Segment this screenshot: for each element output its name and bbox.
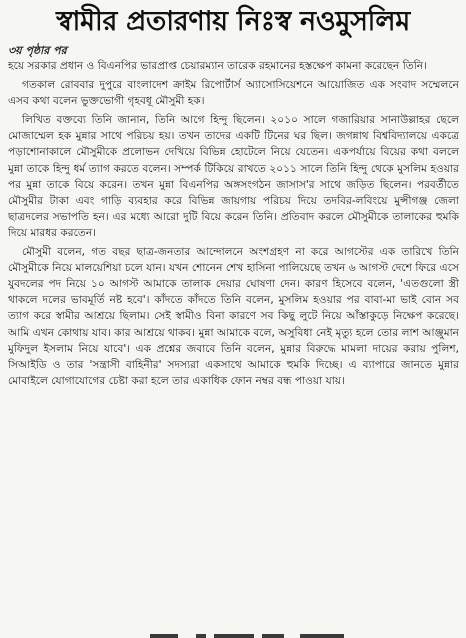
article-paragraph: গতকাল রোববার দুপুরে বাংলাদেশ ক্রাইম রিপোর্টার্স অ্যাসোসিয়েশনে আয়োজিত এক সংবাদ সম্মেলনে এসব কথা বলেন ভুক্তভোগী গৃহবধূ মৌসুমী হক। <box>8 79 459 108</box>
continued-from-label: ৩য় পৃষ্ঠার পর <box>8 44 67 57</box>
article-paragraph: হয়ে সরকার প্রধান ও বিএনপির ভারপ্রাপ্ত চেয়ারম্যান তারেক রহমানের হস্তক্ষেপ কামনা করেছেন তিনি। <box>8 60 427 72</box>
article-paragraph: মৌসুমী বলেন, গত বছর ছাত্র-জনতার আন্দোলনে অংশগ্রহণ না করে আগস্টের এক তারিখে তিনি মৌসুমীকে নিয়ে মালয়েশিয়া চলে যান। যখন শোনেন শেখ হাসিনা পালিয়েছে তখন ৬ আগস্ট দেশে ফিরে এসে যুবদলের পদ নিয়ে ১০ আগস্ট আমাকে তালাক দেয়ার ঘোষণা দেন। কারণ হিসেবে বলেন, 'এতগুলো স্ত্রী থাকলে দলের ভাবমূর্তি নষ্ট হবে'। কাঁদতে কাঁদতে তিনি বলেন, মুসলিম হওয়ার পর বাবা-মা ভাই বোন সব ত্যাগ করে স্বামীর আশ্রয়ে ছিলাম। সেই স্বামীও বিনা কারণে সব কিছু লুটে নিয়ে আঁস্তাকুড়ে নিক্ষেপ করেছে। আমি এখন কোথায় যাব। কার আশ্রয়ে থাকব। মুন্না আমাকে বলে, অসুবিধা নেই মৃত্যু হলে তোর লাশ আঞ্জুমান মুফিদুল ইসলাম নিয়ে যাবে'। এক প্রশ্নের জবাবে তিনি বলেন, মুন্নার বিরুদ্ধে মামলা দায়ের করায় পুলিশ, সিআইডি ও তার 'সন্ত্রাসী বাহিনীর' সদস্যরা একসাথে আমাকে হুমকি দিচ্ছে। এ ব্যাপারে জানতে মুন্নার মোবাইলে যোগাযোগের চেষ্টা করা হলে তার একাধিক ফোন নম্বর বন্ধ পাওয়া যায়। <box>8 246 459 387</box>
headline: স্বামীর প্রতারণায় নিঃস্ব নওমুসলিম <box>56 6 410 37</box>
article-paragraph: লিখিত বক্তব্যে তিনি জানান, তিনি আগে হিন্দু ছিলেন। ২০১০ সালে গজারিয়ার সানাউল্লাহর ছেলে মোজাম্মেল হক মুন্নার সাথে পরিচয় হয়। তখন তাদের একটি টিনের ঘর ছিল। জগন্নাথ বিশ্ববিদ্যালয়ে একত্রে পড়াশোনাকালে মৌসুমীকে প্রলোভন দেখিয়ে বিভিন্ন হোটেলে নিয়ে যেতেন। একপর্যায়ে বিয়ের কথা বললে মুন্না তাকে হিন্দু ধর্ম ত্যাগ করতে বলেন। সম্পর্ক টিকিয়ে রাখতে ২০১১ সালে তিনি হিন্দু থেকে মুসলিম হওয়ার পর মুন্না তাকে বিয়ে করেন। তখন মুন্না বিএনপির অঙ্গসংগঠন জাসাস'র সাথে জড়িত ছিলেন। পরবর্তীতে মৌসুমীর টাকা এবং গাড়ি ব্যবহার করে বিভিন্ন জায়গায় পরিচয় দিয়ে তদবির-লবিংয়ে মুন্সীগঞ্জ জেলা ছাত্রদলের সভাপতি হন। এর মধ্যে আরো দুটি বিয়ে করেন তিনি। প্রতিবাদ করলে মৌসুমীকে তালাকের হুমকি দিয়ে মারধর করতেন। <box>8 114 459 239</box>
article-body <box>0 58 466 389</box>
cut-off-next-line <box>0 632 466 638</box>
